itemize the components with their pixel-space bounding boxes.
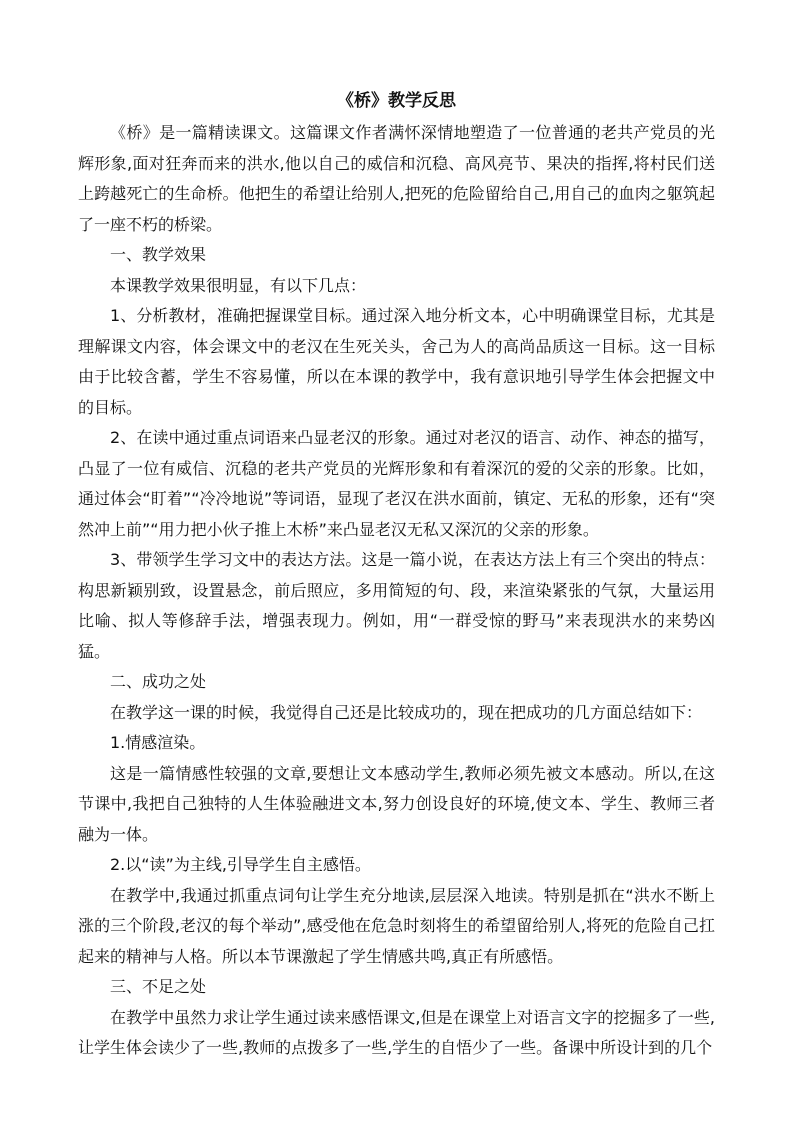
document-title: 《桥》教学反思 xyxy=(337,91,456,111)
paragraph-emotional-rendering: 这是一篇情感性较强的文章,要想让文本感动学生,教师必须先被文本感动。所以,在这节课中,我把自己独特的人生体验融进文本,努力创设良好的环境,使文本、学生、教师三者融为一体。 xyxy=(78,763,715,844)
section-heading-shortcomings: 三、不足之处 xyxy=(110,977,207,996)
section-heading-teaching-effect: 一、教学效果 xyxy=(110,245,207,264)
document-body xyxy=(78,86,715,1064)
subheading-emotional-rendering: 1.情感渲染。 xyxy=(110,733,206,752)
section-heading-successes: 二、成功之处 xyxy=(110,672,207,691)
paragraph-effect-point-2: 2、在读中通过重点词语来凸显老汉的形象。通过对老汉的语言、动作、神态的描写，凸显了一位有威信、沉稳的老共产党员的光辉形象和有着深沉的爱的父亲的形象。比如，通过体会“盯着”“冷冷地说”等词语，显现了老汉在洪水面前，镇定、无私的形象，还有“突然冲上前”“用力把小伙子推上木桥”来凸显老汉无私又深沉的父亲的形象。 xyxy=(78,428,715,539)
paragraph-intro: 《桥》是一篇精读课文。这篇课文作者满怀深情地塑造了一位普通的老共产党员的光辉形象,面对狂奔而来的洪水,他以自己的威信和沉稳、高风亮节、果决的指挥,将村民们送上跨越死亡的生命桥。他把生的希望让给别人,把死的危险留给自己,用自己的血肉之躯筑起了一座不朽的桥梁。 xyxy=(78,123,715,234)
subheading-reading-mainline: 2.以“读”为主线,引导学生自主感悟。 xyxy=(110,855,371,874)
paragraph-success-summary: 在教学这一课的时候，我觉得自己还是比较成功的，现在把成功的几方面总结如下： xyxy=(110,702,703,722)
paragraph-effect-point-1: 1、分析教材，准确把握课堂目标。通过深入地分析文本，心中明确课堂目标，尤其是理解课文内容，体会课文中的老汉在生死关头，舍己为人的高尚品质这一目标。这一目标由于比较含蓄，学生不容易懂，所以在本课的教学中，我有意识地引导学生体会把握文中的目标。 xyxy=(78,306,715,417)
paragraph-effect-point-3: 3、带领学生学习文中的表达方法。这是一篇小说，在表达方法上有三个突出的特点：构思新颖别致，设置悬念，前后照应，多用简短的句、段，来渲染紧张的气氛，大量运用比喻、拟人等修辞手法，增强表现力。例如，用“一群受惊的野马”来表现洪水的来势凶猛。 xyxy=(78,550,715,661)
paragraph-reading-mainline: 在教学中,我通过抓重点词句让学生充分地读,层层深入地读。特别是抓在“洪水不断上涨的三个阶段,老汉的每个举动”,感受他在危急时刻将生的希望留给别人,将死的危险自己扛起来的精神与人格。所以本节课激起了学生情感共鸣,真正有所感悟。 xyxy=(78,885,715,966)
paragraph-shortcomings: 在教学中虽然力求让学生通过读来感悟课文,但是在课堂上对语言文字的挖掘多了一些,让学生体会读少了一些,教师的点拨多了一些,学生的自悟少了一些。备课中所设计到的几个 xyxy=(78,1007,715,1057)
paragraph-effect-summary: 本课教学效果很明显，有以下几点： xyxy=(110,275,367,295)
